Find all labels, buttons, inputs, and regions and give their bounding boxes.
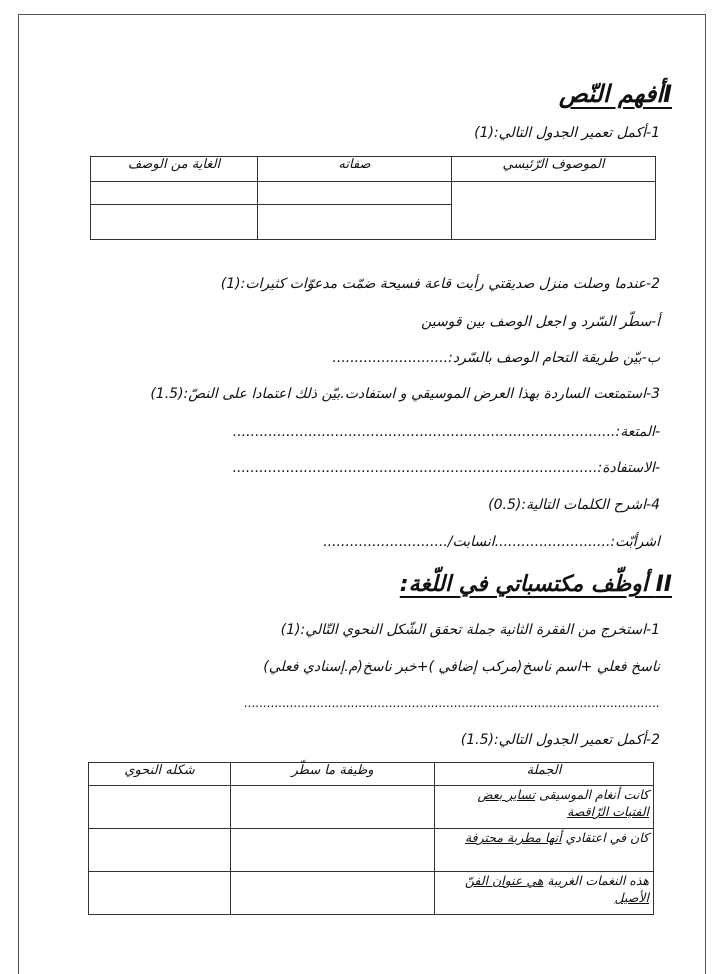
section2-q1a: ناسخ فعلي +اسم ناسخ(مركب إضافي )+خبر ناسخ(م.إسنادي فعلي) [263, 659, 660, 675]
table2-cell[interactable] [231, 786, 435, 829]
section2-q1: 1-استخرج من الفقرة الثانية جملة تحقق الشّكل النحوي التّالي:(1) [280, 622, 660, 638]
table1-cell[interactable] [91, 182, 258, 205]
grammar-table [88, 762, 654, 915]
table-row [89, 786, 654, 829]
section1-q3b: -الاستفادة:.................................................................................. [232, 460, 660, 476]
table1-cell[interactable] [258, 205, 452, 240]
section1-q2b: ب-بيّن طريقة التحام الوصف بالسّرد:.......................... [332, 350, 660, 366]
table2-sentence [435, 829, 654, 872]
section2-q1b: ............................................................................................................. [244, 696, 660, 710]
table2-sentence [435, 786, 654, 829]
table2-header-sentence: الجملة [435, 763, 654, 786]
section1-q3a: -المتعة:...................................................................................... [232, 424, 660, 440]
section1-q2: 2-عندما وصلت منزل صديقتي رأيت قاعة فسيحة ضمّت مدعوّات كثيرات:(1) [220, 276, 660, 292]
sentence-plain: كانت أنغام الموسيقى [535, 787, 649, 802]
sentence-underlined: أنها مطربة محترفة [464, 830, 562, 845]
section1-title [559, 80, 672, 108]
table2-sentence [435, 872, 654, 915]
table1-header-purpose: الغاية من الوصف [91, 157, 258, 182]
table2-cell[interactable] [89, 829, 231, 872]
table2-cell[interactable] [89, 786, 231, 829]
section1-q3: 3-استمتعت الساردة بهذا العرض الموسيقي و استفادت.بيّن ذلك اعتمادا على النصّ:(1.5) [150, 386, 660, 402]
table-row [89, 829, 654, 872]
section2-title-text: أوظّف مكتسباتي في اللّغة: [399, 572, 648, 597]
section2-q2: 2-أكمل تعمير الجدول التالي:(1.5) [460, 732, 660, 748]
section1-q2a: أ-سطّر السّرد و اجعل الوصف بين قوسين [421, 314, 660, 330]
sentence-plain: هذه النغمات الغريبة [543, 873, 649, 888]
sentence-plain: كان في اعتقادي [561, 830, 649, 845]
table-row [89, 872, 654, 915]
table2-header-function: وظيفة ما سطّر [231, 763, 435, 786]
section1-numeral: I [663, 80, 672, 108]
sentence-underlined: تساير بعض الفتيات الرّاقصة [477, 787, 649, 819]
table2-cell[interactable] [231, 872, 435, 915]
table2-cell[interactable] [89, 872, 231, 915]
section1-q4a: اشرأبّت:..........................انسابت/............................ [323, 534, 660, 550]
sentence-underlined: هي عنوان الفنّ الأصيل [464, 873, 649, 905]
table1-header-main: الموصوف الرّئيسي [452, 157, 656, 182]
table1-header-traits: صفاته [258, 157, 452, 182]
section2-numeral: II [655, 572, 672, 597]
section1-q4: 4-اشرح الكلمات التالية:(0.5) [488, 497, 660, 513]
table2-cell[interactable] [231, 829, 435, 872]
table2-header-form: شكله النحوي [89, 763, 231, 786]
table1-cell[interactable] [258, 182, 452, 205]
section1-title-text: أفهم النّص [558, 80, 664, 108]
table1-cell[interactable] [452, 182, 656, 240]
table1-cell[interactable] [91, 205, 258, 240]
section1-q1: 1-أكمل تعمير الجدول التالي:(1) [474, 125, 660, 141]
section2-title [400, 572, 672, 597]
description-table [90, 156, 656, 240]
